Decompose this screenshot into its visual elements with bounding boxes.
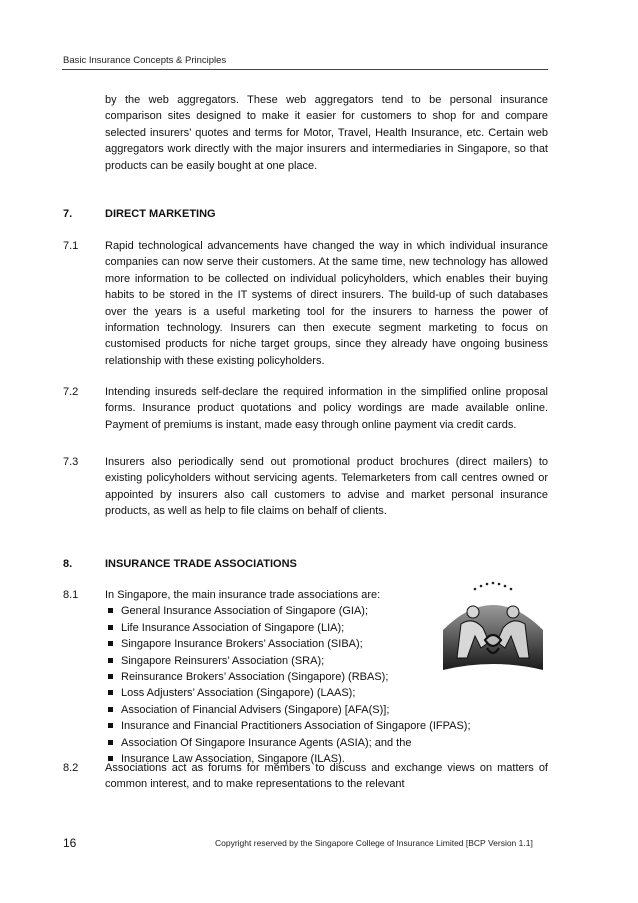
section-7-number: 7.: [63, 208, 73, 220]
list-item: Insurance and Financial Practitioners Association of Singapore (IFPAS);: [105, 718, 548, 734]
para-7-1-text: Rapid technological advancements have changed the way in which individual insurance companies can now serve their customers. At the same time, new technology has allowed more information to be collected on individual policyholders, which enables their buying habits to be stored in the IT systems of direct insurers. The build-up of such databases over the years is a useful marketing tool for the insurers to harness the power of information technology. Insurers can then execute segment marketing to focus on customised products for niche target groups, since they already have ongoing business relationship with these existing policyholders.: [105, 240, 548, 367]
running-header: Basic Insurance Concepts & Principles: [63, 55, 227, 66]
para-7-3-number: 7.3: [63, 456, 79, 468]
copyright-notice: Copyright reserved by the Singapore College of Insurance Limited [BCP Version 1.1]: [215, 838, 533, 848]
list-item: Loss Adjusters’ Association (Singapore) (LAAS);: [105, 685, 548, 701]
para-7-2-text: Intending insureds self-declare the required information in the simplified online proposal forms. Insurance product quotations and policy wordings are made available online. Payment of premiums is instant, made easy through online payment via credit cards.: [105, 386, 548, 431]
list-item: Association Of Singapore Insurance Agents (ASIA); and the: [105, 735, 548, 751]
para-7-3-text: Insurers also periodically send out promotional product brochures (direct mailers) to existing policyholders without servicing agents. Telemarketers from call centres owned or appointed by insurers also call customers to advise and market personal insurance products, as well as help to file claims on behalf of clients.: [105, 456, 548, 518]
section-8-title: INSURANCE TRADE ASSOCIATIONS: [105, 558, 297, 570]
list-item: Reinsurance Brokers’ Association (Singapore) (RBAS);: [105, 669, 548, 685]
para-8-1-number: 8.1: [63, 589, 79, 601]
page-number: 16: [63, 836, 77, 850]
list-item: Life Insurance Association of Singapore (LIA);: [105, 620, 548, 636]
intro-paragraph: by the web aggregators. These web aggregators tend to be personal insurance comparison sites designed to make it easier for customers to shop for and compare selected insurers’ quotes and terms for Motor, Travel, Health Insurance, etc. Certain web aggregators work directly with the major insurers and intermediaries in Singapore, so that products can be easily bought at one place.: [105, 94, 548, 172]
para-7-2-number: 7.2: [63, 386, 79, 398]
header-rule: [62, 69, 548, 70]
list-item: Singapore Reinsurers’ Association (SRA);: [105, 653, 548, 669]
para-8-2-text: Associations act as forums for members to discuss and exchange views on matters of common interest, and to make representations to the relevant: [105, 762, 548, 791]
section-8-number: 8.: [63, 558, 73, 570]
list-item: Insurance Law Association, Singapore (ILAS).: [105, 751, 548, 767]
association-clipart: [437, 578, 549, 674]
section-7-title: DIRECT MARKETING: [105, 208, 216, 220]
para-8-1-lead: In Singapore, the main insurance trade associations are:: [105, 589, 381, 601]
para-8-2-number: 8.2: [63, 762, 79, 774]
list-item: Association of Financial Advisers (Singapore) [AFA(S)];: [105, 702, 548, 718]
list-item: General Insurance Association of Singapore (GIA);: [105, 603, 548, 619]
list-item: Singapore Insurance Brokers’ Association (SIBA);: [105, 636, 548, 652]
para-7-1-number: 7.1: [63, 240, 79, 252]
